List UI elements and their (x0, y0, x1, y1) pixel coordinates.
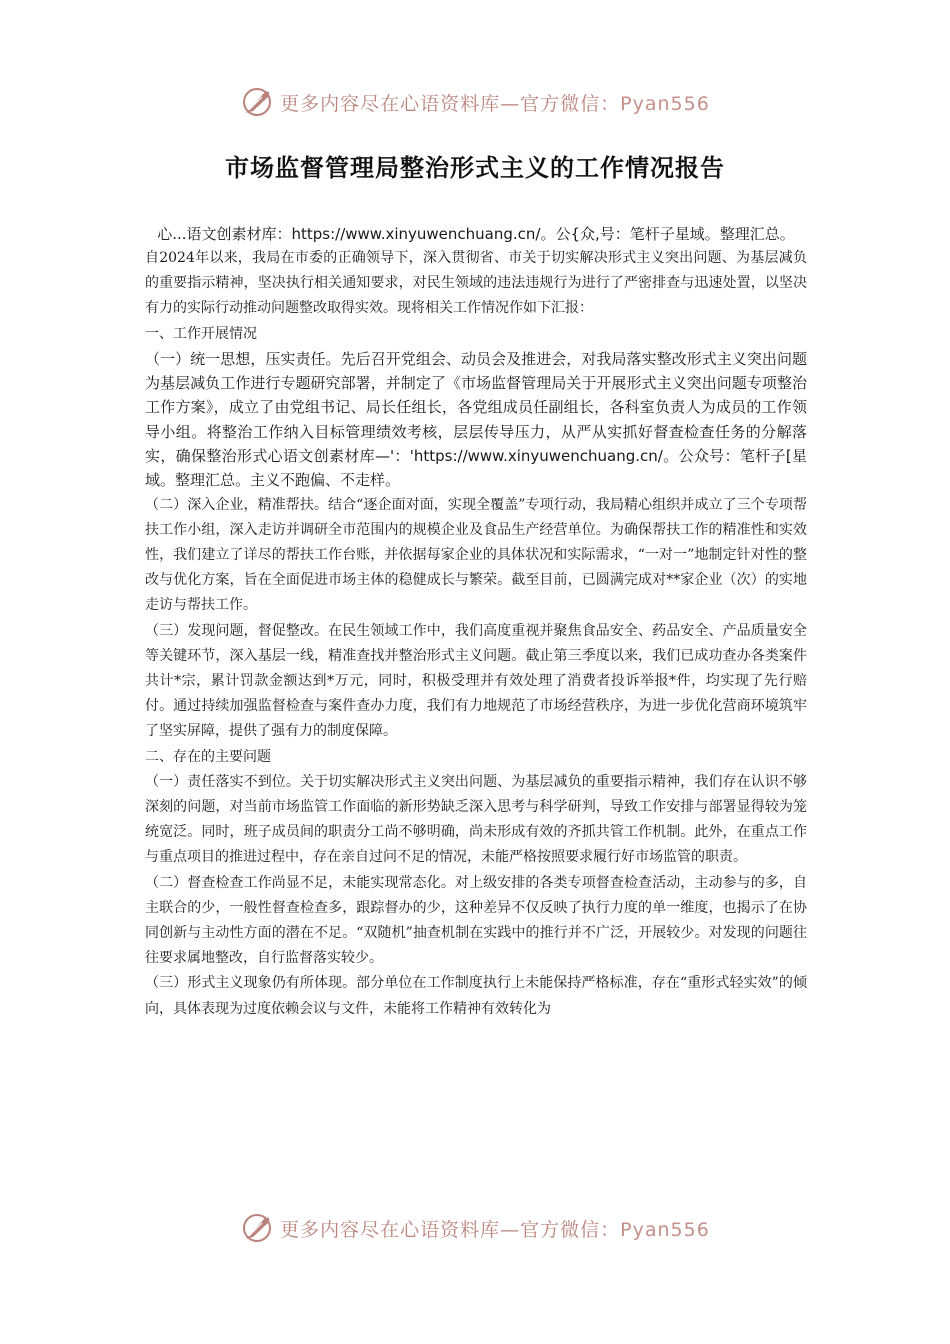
section-heading-1: 一、工作开展情况 (145, 325, 257, 342)
quill-logo-icon (240, 1211, 274, 1245)
banner-wechat-id: Pyan556 (620, 92, 710, 115)
document-body (145, 222, 807, 1022)
section1-paragraph-2: （二）深入企业，精准帮扶。结合“逐企面对面，实现全覆盖”专项行动，我局精心组织并成立了三个专项帮扶工作小组，深入走访并调研全市范围内的规模企业及食品生产经营单位。为确保帮扶工作的精准性和实效性，我们建立了详尽的帮扶工作台账，并依据每家企业的具体状况和实际需求，“一对一”地制定针对性的整改与优化方案，旨在全面促进市场主体的稳健成长与繁荣。截至目前，已圆满完成对**家企业（次）的实地走访与帮扶工作。 (145, 496, 807, 614)
section2-paragraph-1: （一）责任落实不到位。关于切实解决形式主义突出问题、为基层减负的重要指示精神，我们存在认识不够深刻的问题，对当前市场监管工作面临的新形势缺乏深入思考与科学研判，导致工作安排与部署显得较为笼统宽泛。同时，班子成员间的职责分工尚不够明确，尚未形成有效的齐抓共管工作机制。此外，在重点工作与重点项目的推进过程中，存在亲自过问不足的情况，未能严格按照要求履行好市场监管的职责。 (145, 773, 807, 866)
source-note: 心...语文创素材库：https://www.xinyuwenchuang.cn/。公{众,号：笔杆子星域。整理汇总。 (157, 225, 795, 243)
section2-paragraph-2: （二）督查检查工作尚显不足，未能实现常态化。对上级安排的各类专项督查检查活动，主动参与的多，自主联合的少，一般性督查检查多，跟踪督办的少，这种差异不仅反映了执行力度的单一维度，也揭示了在协同创新与主动性方面的潜在不足。“双随机”抽查机制在实践中的推行并不广泛，开展较少。对发现的问题往往要求属地整改，自行监督落实较少。 (145, 874, 807, 967)
banner-label: 更多内容尽在心语资料库—官方微信： (280, 1218, 621, 1241)
banner-wechat-id: Pyan556 (620, 1218, 710, 1241)
quill-logo-icon (240, 85, 274, 119)
banner-text (280, 1215, 710, 1242)
section1-paragraph-3: （三）发现问题，督促整改。在民生领域工作中，我们高度重视并聚焦食品安全、药品安全、产品质量安全等关键环节，深入基层一线，精准查找并整治形式主义问题。截止第三季度以来，我们已成功查办各类案件共计*宗，累计罚款金额达到*万元，同时，积极受理并有效处理了消费者投诉举报*件，均实现了先行赔付。通过持续加强监督检查与案件查办力度，我们有力地规范了市场经营秩序，为进一步优化营商环境筑牢了坚实屏障，提供了强有力的制度保障。 (145, 622, 807, 740)
section1-paragraph-1: （一）统一思想，压实责任。先后召开党组会、动员会及推进会，对我局落实整改形式主义突出问题为基层减负工作进行专题研究部署，并制定了《市场监督管理局关于开展形式主义突出问题专项整治工作方案》，成立了由党组书记、局长任组长，各党组成员任副组长，各科室负责人为成员的工作领导小组。将整治工作纳入目标管理绩效考核，层层传导压力，从严从实抓好督查检查任务的分解落实，确保整治形式心语文创素材库—'：'https://www.xinyuwenchuang.cn/。公众号：笔杆子[星域。整理汇总。主义不跑偏、不走样。 (145, 349, 807, 490)
banner-text (280, 89, 710, 116)
banner-label: 更多内容尽在心语资料库—官方微信： (280, 92, 621, 115)
section2-paragraph-3: （三）形式主义现象仍有所体现。部分单位在工作制度执行上未能保持严格标准，存在“重形式轻实效”的倾向，具体表现为过度依赖会议与文件，未能将工作精神有效转化为 (145, 975, 807, 1017)
header-banner (0, 82, 950, 122)
document-title: 市场监督管理局整治形式主义的工作情况报告 (225, 153, 725, 182)
section-heading-2: 二、存在的主要问题 (145, 748, 271, 765)
intro-paragraph: 自2024年以来，我局在市委的正确领导下，深入贯彻省、市关于切实解决形式主义突出问题、为基层减负的重要指示精神，坚决执行相关通知要求，对民生领域的违法违规行为进行了严密排查与迅速处置，以坚决有力的实际行动推动问题整改取得实效。现将相关工作情况作如下汇报： (145, 250, 807, 317)
footer-banner (0, 1208, 950, 1248)
